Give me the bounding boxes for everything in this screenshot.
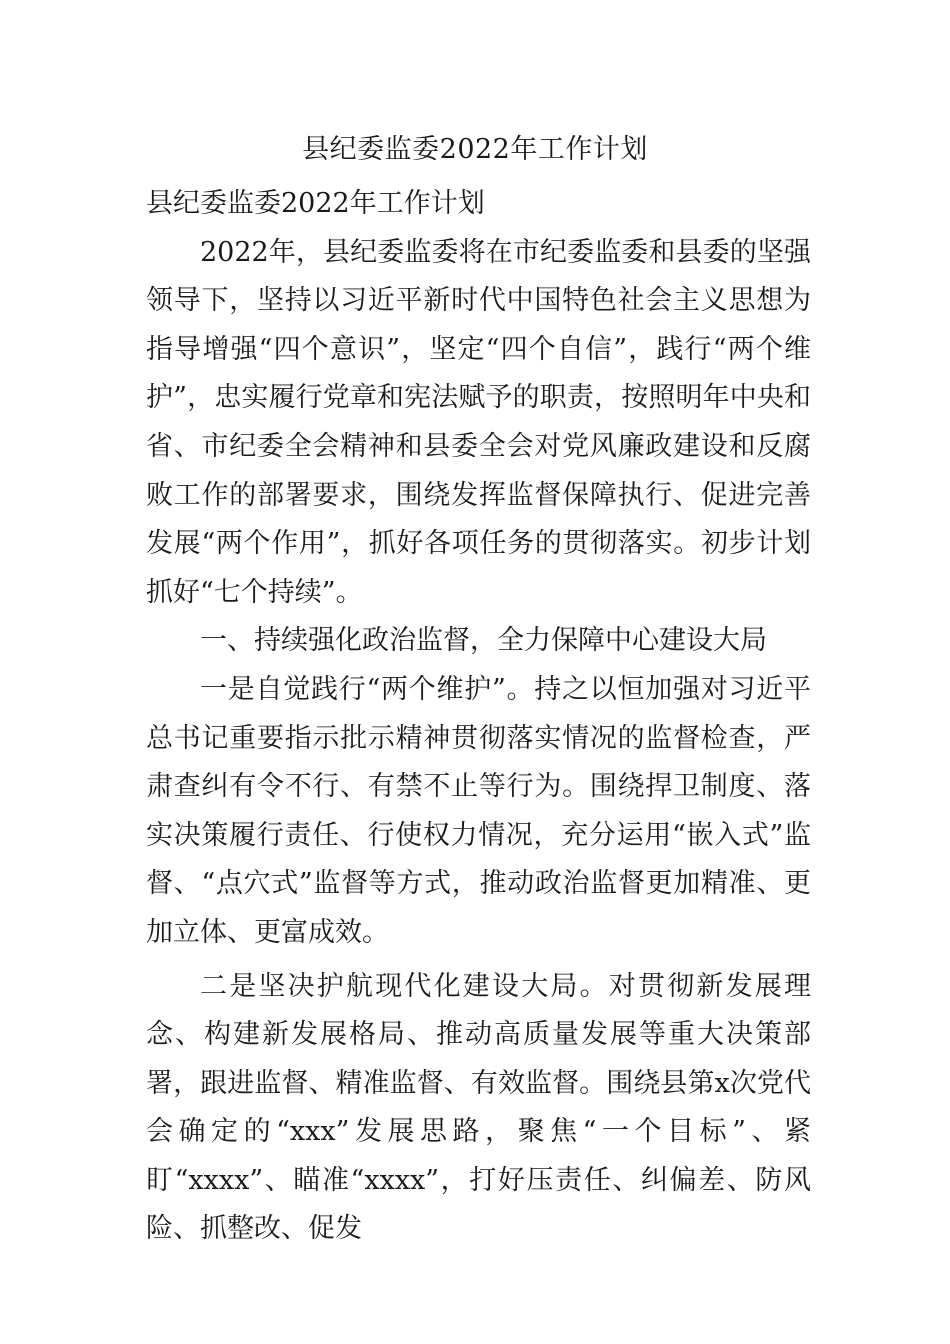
item-2-paragraph: 二是坚决护航现代化建设大局。对贯彻新发展理念、构建新发展格局、推动高质量发展等重大决策部署，跟进监督、精准监督、有效监督。围绕县第x次党代会确定的“xxx”发展思路，聚焦“一个目标”、紧盯“xxxx”、瞄准“xxxx”，打好压责任、纠偏差、防风险、抓整改、促发 — [146, 970, 811, 1245]
document-body — [146, 180, 811, 1254]
section-1-heading: 一、持续强化政治监督，全力保障中心建设大局 — [200, 625, 767, 657]
intro-paragraph: 2022年，县纪委监委将在市纪委监委和县委的坚强领导下，坚持以习近平新时代中国特色社会主义思想为指导增强“四个意识”，坚定“四个自信”，践行“两个维护”，忠实履行党章和宪法赋予的职责，按照明年中央和省、市纪委全会精神和县委全会对党风廉政建设和反腐败工作的部署要求，围绕发挥监督保障执行、促进完善发展“两个作用”，抓好各项任务的贯彻落实。初步计划抓好“七个持续”。 — [146, 236, 811, 608]
document-title: 县纪委监委2022年工作计划 — [302, 134, 648, 165]
document-subtitle: 县纪委监委2022年工作计划 — [146, 188, 485, 219]
item-1-paragraph: 一是自觉践行“两个维护”。持之以恒加强对习近平总书记重要指示批示精神贯彻落实情况的监督检查，严肃查纠有令不行、有禁不止等行为。围绕捍卫制度、落实决策履行责任、行使权力情况，充分运用“嵌入式”监督、“点穴式”监督等方式，推动政治监督更加精准、更加立体、更富成效。 — [146, 673, 811, 948]
